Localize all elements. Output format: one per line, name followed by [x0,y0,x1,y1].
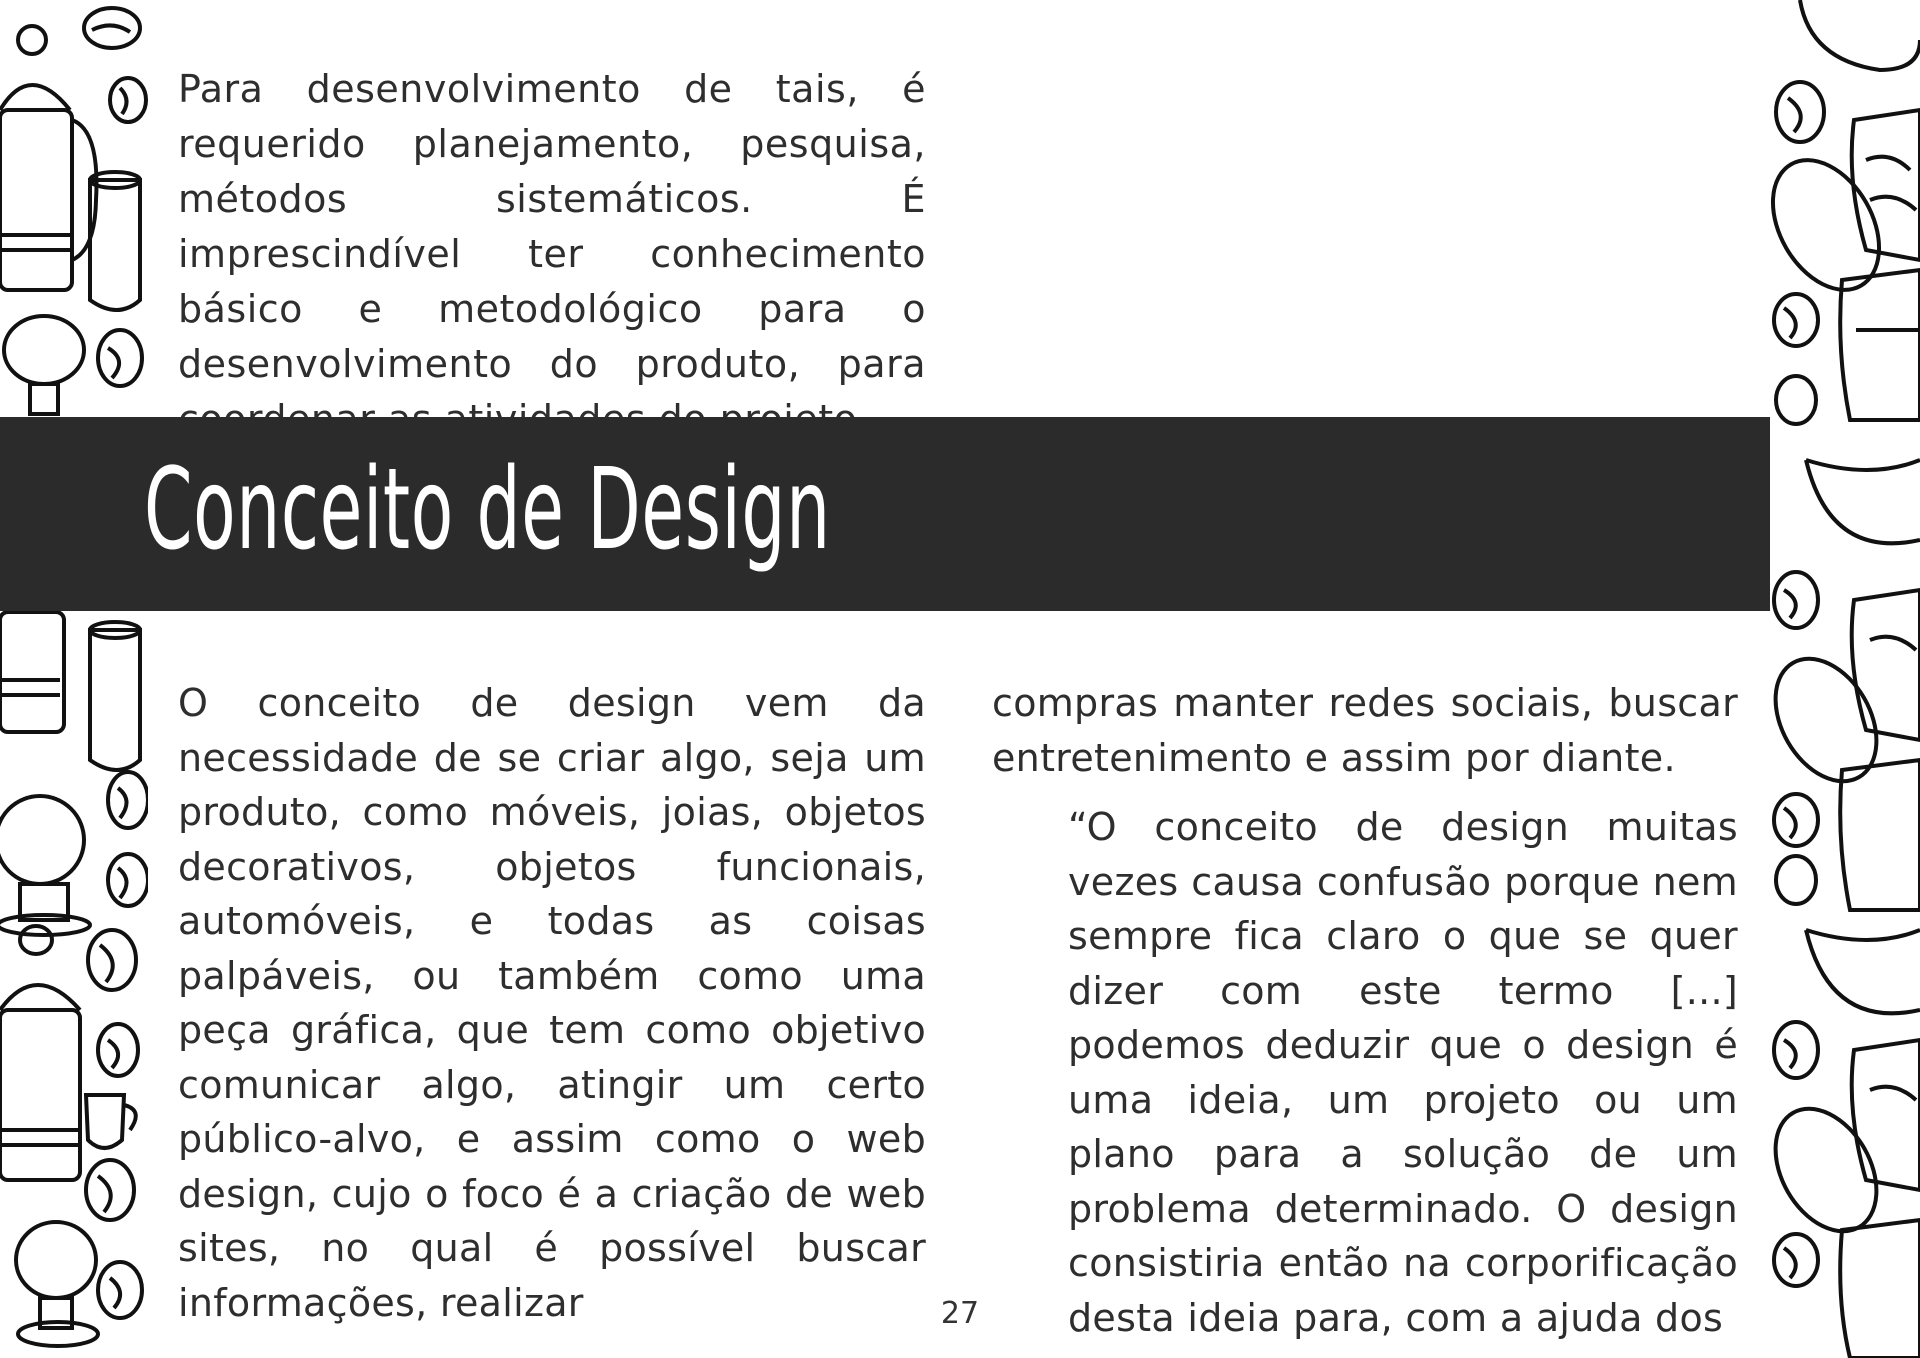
coffee-bean-icon [1770,641,1897,799]
grinder-icon [1840,1220,1920,1358]
left-column-paragraph: O conceito de design vem da necessidade de se criar algo, seja um produto, como móveis, joias, objetos decorativos, objetos funcionais, automóveis, e todas as coisas palpáveis, ou também como uma peça gráfica, que tem como objetivo comunicar algo, atingir um certo público-alvo, e assim como o web design, cujo o foco é a criação de web sites, no qual é possível buscar informações, realizar [178,681,926,1325]
coffee-bean-icon [1770,141,1901,308]
coffee-bean-icon [86,1160,134,1220]
coffee-pattern-left [0,0,148,1358]
cup-icon [86,1095,136,1148]
section-title: Conceito de Design [144,445,831,575]
coffee-bean-icon [88,930,136,990]
grinder-icon [1852,110,1920,260]
coffee-bean-icon [1776,82,1824,142]
coffee-bean-icon [1774,294,1818,346]
french-press-icon [0,926,80,1180]
coffee-bean-icon [108,772,148,828]
french-press-icon [0,26,97,290]
coffee-bean-icon [110,78,146,122]
coffee-bean-icon [1774,794,1818,846]
grinder-icon [1840,760,1920,910]
page-number: 27 [940,1296,980,1331]
tamper-icon [0,796,90,935]
right-column-paragraph: compras manter redes sociais, buscar entretenimento e assim por diante. [992,681,1738,780]
cup-icon [1806,460,1920,543]
coffee-bean-icon [1774,1022,1818,1078]
cup-icon [90,622,140,770]
coffee-bean-icon [98,1024,138,1076]
tamper-icon [4,316,84,414]
coffee-bean-icon [98,330,142,386]
coffee-pattern-right [1770,0,1920,1358]
coffee-bean-icon [1774,572,1818,628]
cup-icon [1800,0,1920,70]
block-quote: “O conceito de design muitas vezes causa confusão porque nem sempre fica claro o que se quer dizer com este termo [...] podemos deduzir que o design é uma ideia, um projeto ou um plano para a solução de um problema determinado. O design consistiria então na corporificação desta ideia para, com a ajuda dos [1068,805,1738,1340]
coffee-bean-icon [98,1262,142,1318]
coffee-bean-icon [1774,1234,1818,1286]
coffee-bean-icon [1776,376,1816,424]
grinder-icon [1852,590,1920,740]
tamper-icon [16,1222,98,1346]
coffee-bean-icon [84,8,140,48]
coffee-bean-icon [108,854,148,906]
grinder-icon [1852,1040,1920,1190]
cup-icon [1806,930,1920,1013]
french-press-icon [0,612,64,732]
intro-paragraph: Para desenvolvimento de tais, é requerido planejamento, pesquisa, métodos sistemáticos. É imprescindível ter conhecimento básico e metodológico para o desenvolvimento do produto, para [178,67,926,386]
grinder-icon [1840,270,1920,420]
coffee-bean-icon [1776,856,1816,904]
